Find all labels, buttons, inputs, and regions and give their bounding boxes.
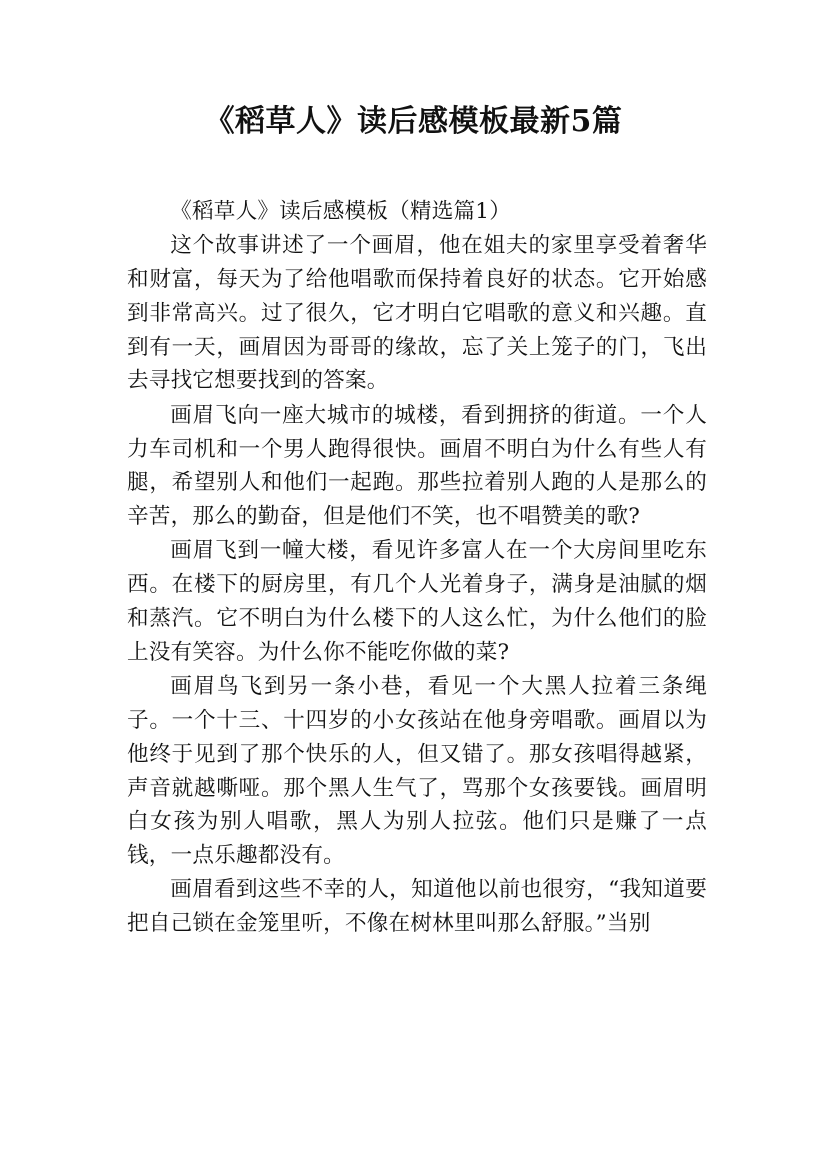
paragraph: 画眉飞向一座大城市的城楼，看到拥挤的街道。一个人力车司机和一个男人跑得很快。画眉不明白为什么有些人有腿，希望别人和他们一起跑。那些拉着别人跑的人是那么的辛苦，那么的勤奋，但是他们不笑，也不唱赞美的歌? (127, 402, 707, 530)
section-heading: 《稻草人》读后感模板（精选篇1） (170, 199, 512, 224)
document-body (127, 195, 707, 941)
paragraph: 这个故事讲述了一个画眉，他在姐夫的家里享受着奢华和财富，每天为了给他唱歌而保持着良好的状态。它开始感到非常高兴。过了很久，它才明白它唱歌的意义和兴趣。直到有一天，画眉因为哥哥的缘故，忘了关上笼子的门，飞出去寻找它想要找到的答案。 (127, 233, 707, 394)
paragraph: 画眉鸟飞到另一条小巷，看见一个大黑人拉着三条绳子。一个十三、十四岁的小女孩站在他身旁唱歌。画眉以为他终于见到了那个快乐的人，但又错了。那女孩唱得越紧，声音就越嘶哑。那个黑人生气了，骂那个女孩要钱。画眉明白女孩为别人唱歌，黑人为别人拉弦。他们只是赚了一点钱，一点乐趣都没有。 (127, 674, 707, 869)
paragraph: 画眉看到这些不幸的人，知道他以前也很穷，“我知道要把自己锁在金笼里听，不像在树林里叫那么舒服。”当别 (127, 877, 707, 937)
paragraph: 画眉飞到一幢大楼，看见许多富人在一个大房间里吃东西。在楼下的厨房里，有几个人光着身子，满身是油腻的烟和蒸汽。它不明白为什么楼下的人这么忙，为什么他们的脸上没有笑容。为什么你不能吃你做的菜? (127, 538, 707, 665)
document-title: 《稻草人》读后感模板最新5篇 (204, 104, 623, 139)
